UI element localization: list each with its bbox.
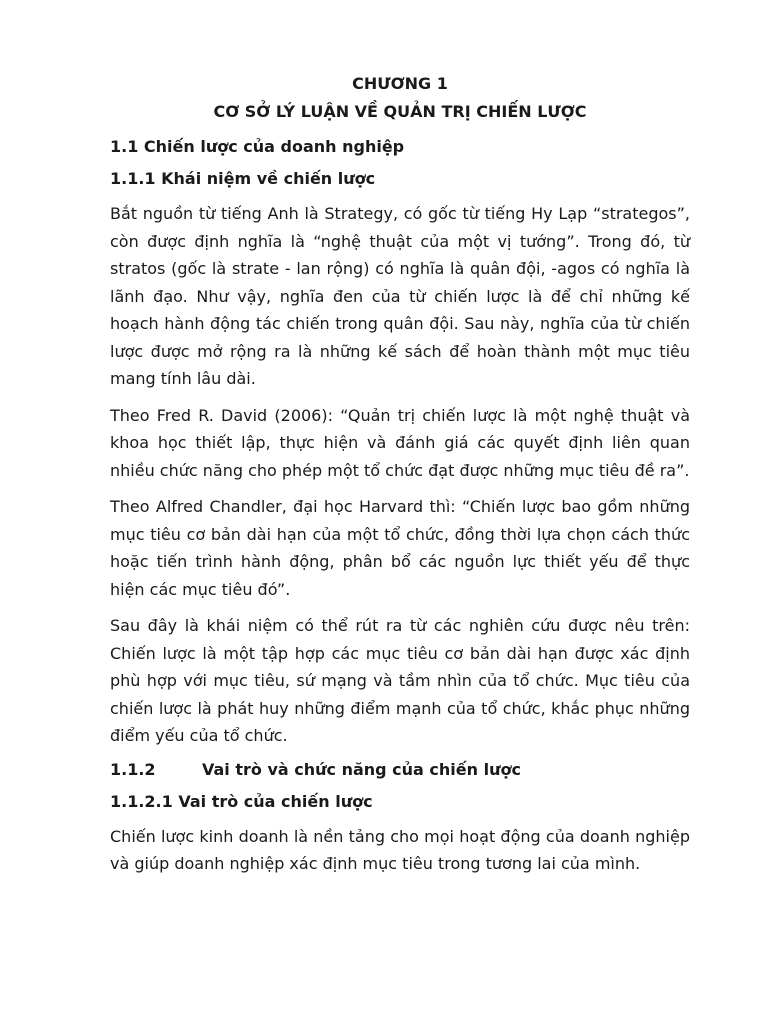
section-heading-1-1-1: 1.1.1 Khái niệm về chiến lược xyxy=(110,169,376,188)
paragraph-strategy-origin: Bắt nguồn từ tiếng Anh là Strategy, có gốc từ tiếng Hy Lạp “strategos”, còn được định nghĩa là “nghệ thuật của một vị tướng”. Trong đó, từ stratos (gốc là strate - lan rộng) có nghĩa là quân đội, -agos có nghĩa là lãnh đạo. Như vậy, nghĩa đen của từ chiến lược là để chỉ những kế hoạch hành động tác chiến trong quân đội. Sau này, nghĩa của từ chiến lược được mở rộng ra là những kế sách để hoàn thành một mục tiêu mang tính lâu dài. xyxy=(110,204,690,388)
chapter-number: CHƯƠNG 1 xyxy=(352,74,448,93)
paragraph-definition-summary: Sau đây là khái niệm có thể rút ra từ các nghiên cứu được nêu trên: Chiến lược là một tập hợp các mục tiêu cơ bản dài hạn được xác định phù hợp với mục tiêu, sứ mạng và tầm nhìn của tổ chức. Mục tiêu của chiến lược là phát huy những điểm mạnh của tổ chức, khắc phục những điểm yếu của tổ chức. xyxy=(110,616,690,745)
paragraph-alfred-chandler: Theo Alfred Chandler, đại học Harvard thì: “Chiến lược bao gồm những mục tiêu cơ bản dài hạn của một tổ chức, đồng thời lựa chọn cách thức hoặc tiến trình hành động, phân bổ các nguồn lực thiết yếu để thực hiện các mục tiêu đó”. xyxy=(110,497,690,599)
chapter-title: CƠ SỞ LÝ LUẬN VỀ QUẢN TRỊ CHIẾN LƯỢC xyxy=(213,102,587,121)
section-heading-1-1-2-1: 1.1.2.1 Vai trò của chiến lược xyxy=(110,791,373,811)
paragraph-role-of-strategy: Chiến lược kinh doanh là nền tảng cho mọi hoạt động của doanh nghiệp và giúp doanh nghiệp xác định mục tiêu trong tương lai của mình. xyxy=(110,826,690,873)
document-page xyxy=(110,74,690,887)
section-title-1-1-2: Vai trò và chức năng của chiến lược xyxy=(202,759,521,779)
section-heading-1-1-2 xyxy=(110,759,690,781)
paragraph-fred-david: Theo Fred R. David (2006): “Quản trị chiến lược là một nghệ thuật và khoa học thiết lập, thực hiện và đánh giá các quyết định liên quan nhiều chức năng cho phép một tổ chức đạt được những mục tiêu đề ra”. xyxy=(110,405,690,480)
section-heading-1-1: 1.1 Chiến lược của doanh nghiệp xyxy=(110,137,405,156)
section-number-1-1-2: 1.1.2 xyxy=(110,759,156,779)
